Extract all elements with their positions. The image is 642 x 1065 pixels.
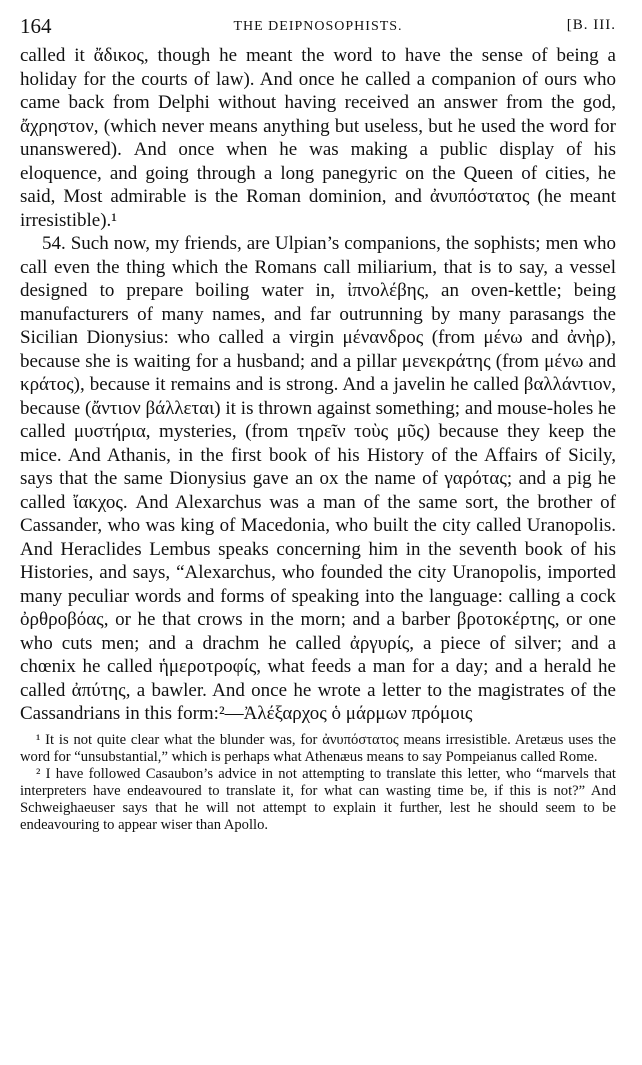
footnotes bbox=[20, 732, 616, 834]
book-section: [B. III. bbox=[566, 17, 616, 33]
footnote-2: ² I have followed Casaubon’s advice in not attempting to translate this letter, who “marvels that interpreters have endeavoured to translate it, for what can wasting time be, if this is not?” And Schweighaeuser says that he will not attempt to explain it further, lest he should seem to be endeavouring to appear wiser than Apollo. bbox=[20, 765, 616, 833]
footnote-1: ¹ It is not quite clear what the blunder was, for ἀνυπόστατος means irresistible. Aretæus uses the word for “unsubstantial,” which is perhaps what Athenæus means to say Pompeianus called Rome. bbox=[20, 731, 616, 765]
running-title: THE DEIPNOSOPHISTS. bbox=[233, 19, 403, 34]
page-number: 164 bbox=[20, 14, 52, 38]
page-header bbox=[20, 14, 616, 44]
paragraph-2: 54. Such now, my friends, are Ulpian’s companions, the sophists; men who call even the thing which the Romans call miliarium, that is to say, a vessel designed to prepare boiling water in, ἰπνολέβης, an oven-kettle; being manufacturers of many names, and far outrunning by many parasangs the Sicilian Dionysius: who called a virgin μένανδρος (from μένω and ἀνὴρ), because she is waiting for a husband; and a pillar μενεκράτης (from μένω and κράτος), because it remains and is strong. And a javelin he called βαλλάντιον, because (ἄντιον βάλλεται) it is thrown against something; and mouse-holes he called μυστήρια, mysteries, (from τηρεῖν τοὺς μῦς) because they keep the mice. And Athanis, in the first book of his History of the Affairs of Sicily, says that the same Dionysius gave an ox the name of γαρότας; and a pig he called ἴακχος. And Alexarchus was a man of the same sort, the brother of Cassander, who was king of Macedonia, who built the city called Uranopolis. And Heraclides Lembus speaks concerning him in the seventh book of his Histories, and says, “Alexarchus, who founded the city Uranopolis, imported many peculiar words and forms of speaking into the language: calling a cock ὀρθροβόας, or he that crows in the morn; and a barber βροτοκέρτης, or one who cuts men; and a drachm he called ἀργυρίς, a piece of silver; and a chœnix he called ἡμεροτροφίς, what feeds a man for a day; and a herald he called ἀπύτης, a bawler. And once he wrote a letter to the magistrates of the Cassandrians in this form:²—Ἀλέξαρχος ὁ μάρμων πρόμοις bbox=[20, 233, 616, 724]
book-page bbox=[20, 14, 616, 834]
paragraph-1: called it ἄδικος, though he meant the word to have the sense of being a holiday for the courts of law). And once he called a companion of ours who came back from Delphi without having received an answer from the god, ἄχρηστον, (which never means anything but useless, but he used the word for unanswered). And once when he was making a public display of his eloquence, and going through a long panegyric on the Queen of cities, he said, Most admirable is the Roman dominion, and ἀνυπόστατος (he meant irresistible).¹ bbox=[20, 45, 616, 231]
body-text bbox=[20, 44, 616, 726]
